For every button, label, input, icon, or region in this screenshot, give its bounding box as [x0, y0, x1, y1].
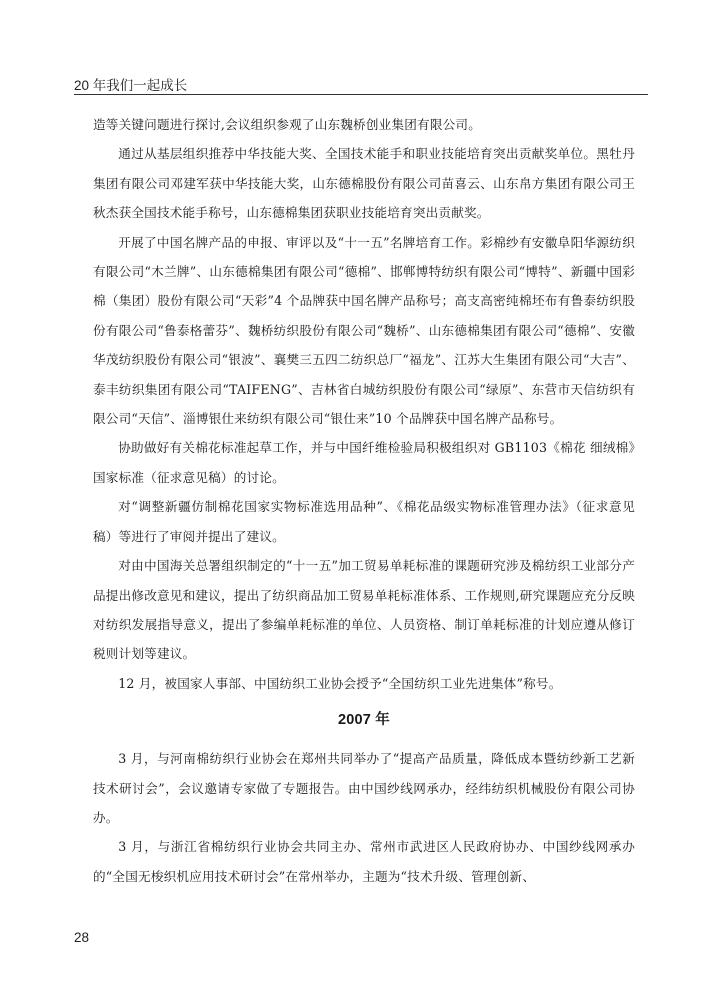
paragraph: 12 月，被国家人事部、中国纺织工业协会授予“全国纺织工业先进集体”称号。: [118, 675, 562, 691]
running-header: 20 年我们一起成长: [74, 78, 188, 93]
year-heading: 2007 年: [338, 712, 390, 729]
paragraph: 开展了中国名牌产品的申报、审评以及“十一五”名牌培育工作。彩棉纱有安徽阜阳华源纺织有限公司“木兰牌”、山东德棉集团有限公司“德棉”、邯郸博特纺织有限公司“博特”、新疆中国彩棉（集团）股份有限公司“天彩”4 个品牌获中国名牌产品称号；高支高密纯棉坯布有鲁泰纺织股份有限公司“鲁泰格蕾芬”、魏桥纺织股份有限公司“魏桥”、山东德棉集团有限公司“德棉”、安徽华茂纺织股份有限公司“银波”、襄樊三五四二纺织总厂“福龙”、江苏大生集团有限公司“大吉”、泰丰纺织集团有限公司“TAIFENG”、吉林省白城纺织股份有限公司“绿原”、东营市天信纺织有限公司“天信”、淄博银仕来纺织有限公司“银仕来”10 个品牌获中国名牌产品称号。: [93, 234, 635, 427]
paragraph: 造等关键问题进行探讨,会议组织参观了山东魏桥创业集团有限公司。: [93, 117, 482, 132]
paragraph: 协助做好有关棉花标准起草工作，并与中国纤维检验局积极组织对 GB1103《棉花 细绒棉》国家标准（征求意见稿）的讨论。: [93, 440, 635, 485]
paragraph: 3 月，与河南棉纺织行业协会在郑州共同举办了“提高产品质量，降低成本暨纺纱新工艺新技术研讨会”，会议邀请专家做了专题报告。由中国纱线网承办，经纬纺织机械股份有限公司协办。: [93, 751, 635, 825]
paragraph: 对由中国海关总署组织制定的“十一五”加工贸易单耗标准的课题研究涉及棉纺织工业部分产品提出修改意见和建议，提出了纺织商品加工贸易单耗标准体系、工作规则,研究课题应充分反映对纺织发展指导意义，提出了参编单耗标准的单位、人员资格、制订单耗标准的计划应遵从修订税则计划等建议。: [93, 558, 635, 662]
paragraph: 3 月，与浙江省棉纺织行业协会共同主办、常州市武进区人民政府协办、中国纱线网承办的“全国无梭织机应用技术研讨会”在常州举办，主题为“技术升级、管理创新、: [93, 839, 635, 884]
page-body: [93, 110, 635, 891]
paragraph: 对“调整新疆仿制棉花国家实物标准选用品种”、《棉花品级实物标准管理办法》（征求意见稿）等进行了审阅并提出了建议。: [93, 499, 635, 544]
header-rule: [74, 94, 648, 95]
page-number: 28: [74, 930, 90, 945]
paragraph: 通过从基层组织推荐中华技能大奖、全国技术能手和职业技能培育突出贡献奖单位。黑牡丹集团有限公司邓建军获中华技能大奖，山东德棉股份有限公司苗喜云、山东帛方集团有限公司王秋杰获全国技术能手称号，山东德棉集团获职业技能培育突出贡献奖。: [93, 146, 635, 221]
